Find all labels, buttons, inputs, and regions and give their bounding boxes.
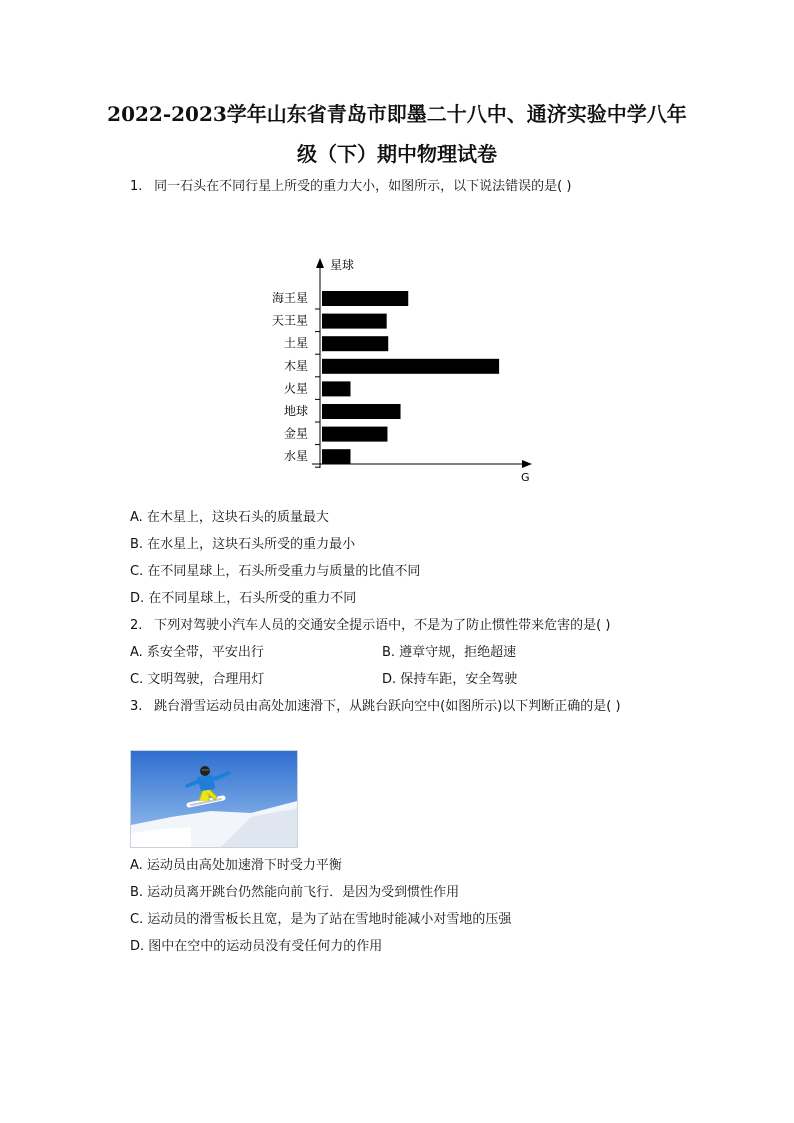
bar-木星 xyxy=(322,359,499,374)
bar-土星 xyxy=(322,336,388,351)
question-number: 3. xyxy=(130,699,143,714)
category-label: 天王星 xyxy=(271,313,308,328)
question-number: 1. xyxy=(130,179,143,194)
q1-option-d[interactable]: D. 在不同星球上，石头所受的重力不同 xyxy=(130,591,357,606)
bar-海王星 xyxy=(322,291,408,306)
q2-option-c[interactable]: C. 文明驾驶，合理用灯 xyxy=(130,672,265,687)
category-label: 水星 xyxy=(283,449,308,464)
question-number: 2. xyxy=(130,618,143,633)
x-axis-arrow xyxy=(522,460,532,468)
q3-option-a[interactable]: A. 运动员由高处加速滑下时受力平衡 xyxy=(130,858,342,873)
page-title-line1: 2022-2023学年山东省青岛市即墨二十八中、通济实验中学八年 xyxy=(107,102,687,126)
q3-option-b[interactable]: B. 运动员离开跳台仍然能向前飞行．是因为受到惯性作用 xyxy=(130,885,460,900)
bar-火星 xyxy=(322,381,350,396)
x-axis-label: G xyxy=(521,471,530,484)
bar-金星 xyxy=(322,427,387,442)
q3-option-d[interactable]: D. 图中在空中的运动员没有受任何力的作用 xyxy=(130,939,383,954)
q3-option-c[interactable]: C. 运动员的滑雪板长且宽，是为了站在雪地时能减小对雪地的压强 xyxy=(130,912,512,927)
category-label: 金星 xyxy=(283,426,308,441)
y-axis-arrow xyxy=(316,258,324,268)
question-2 xyxy=(130,617,610,635)
q1-option-b[interactable]: B. 在水星上，这块石头所受的重力最小 xyxy=(130,537,356,552)
q2-option-d[interactable]: D. 保持车距，安全驾驶 xyxy=(382,672,518,687)
q1-option-a[interactable]: A. 在木星上，这块石头的质量最大 xyxy=(130,510,329,525)
category-label: 土星 xyxy=(283,336,308,351)
q2-option-b[interactable]: B. 遵章守规，拒绝超速 xyxy=(382,645,517,660)
question-text: 下列对驾驶小汽车人员的交通安全提示语中，不是为了防止惯性带来危害的是( ) xyxy=(154,618,611,633)
question-1 xyxy=(130,178,571,196)
question-text: 同一石头在不同行星上所受的重力大小，如图所示，以下说法错误的是( ) xyxy=(154,179,572,194)
q1-option-c[interactable]: C. 在不同星球上，石头所受重力与质量的比值不同 xyxy=(130,564,421,579)
question-3 xyxy=(130,698,621,716)
y-axis-label: 星球 xyxy=(330,258,355,272)
category-label: 海王星 xyxy=(271,291,308,305)
gravity-bar-chart xyxy=(260,250,540,490)
question-text: 跳台滑雪运动员由高处加速滑下，从跳台跃向空中(如图所示)以下判断正确的是( ) xyxy=(154,699,621,714)
category-label: 木星 xyxy=(283,358,308,373)
q2-option-a[interactable]: A. 系安全带，平安出行 xyxy=(130,645,264,660)
ski-jumper-photo xyxy=(130,750,298,848)
bar-天王星 xyxy=(322,314,387,329)
category-label: 地球 xyxy=(283,404,308,418)
bar-地球 xyxy=(322,404,401,419)
page-title-line2: 级（下）期中物理试卷 xyxy=(297,142,497,166)
bar-水星 xyxy=(322,449,350,464)
category-label: 火星 xyxy=(283,381,308,396)
